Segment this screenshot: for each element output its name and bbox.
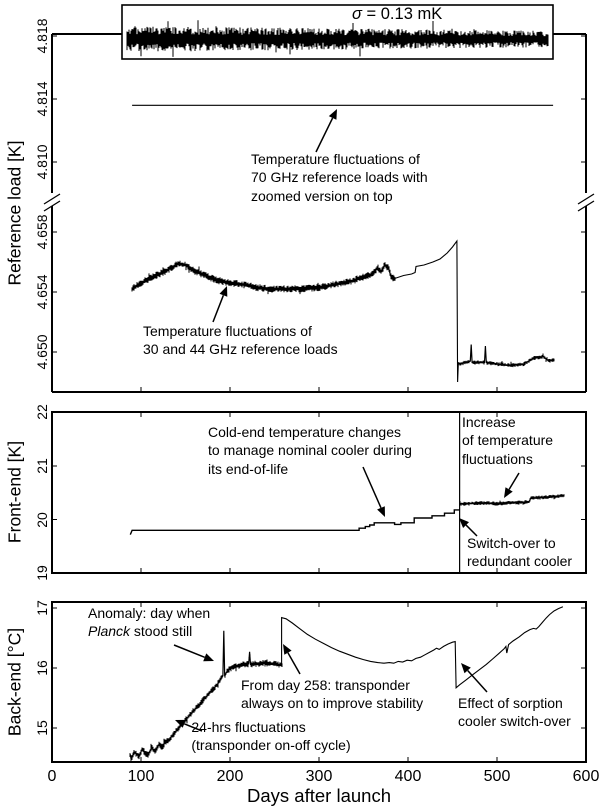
- y-tick-label: 4.650: [34, 334, 50, 370]
- y-tick-label: 4.818: [34, 18, 50, 54]
- x-tick-label: 300: [305, 768, 333, 785]
- y-tick-label: 4.814: [34, 81, 50, 117]
- annotation-fluct-increase-note: Increase of temperature fluctuations: [462, 414, 554, 467]
- sigma-label: σ = 0.13 mK: [352, 5, 443, 23]
- annotation-cold-end-note: Cold-end temperature changes to manage nominal cooler during its end-of-life: [208, 424, 412, 477]
- y-tick-label: 21: [34, 458, 50, 474]
- x-tick-label: 200: [216, 768, 244, 785]
- y-axis-label-reference-load: Reference load [K]: [4, 140, 25, 286]
- x-tick-label: 500: [483, 768, 511, 785]
- x-tick-label: 0: [47, 768, 57, 785]
- y-tick-label: 16: [34, 660, 50, 676]
- annotation-switch-over-note: Switch-over to redundant cooler: [467, 535, 573, 570]
- y-tick-label: 4.658: [34, 214, 50, 250]
- annotation-24hrs-fluctuations-note: 24-hrs fluctuations (transponder on-off cycle): [191, 719, 351, 754]
- y-axis-label-back-end: Back-end [°C]: [4, 627, 25, 737]
- annotation-anomaly-note: Anomaly: day when Planck stood still: [88, 605, 211, 640]
- x-tick-label: 100: [127, 768, 155, 785]
- annotation-ref-30-44ghz-note: Temperature fluctuations of 30 and 44 GHz reference loads: [143, 323, 338, 358]
- x-tick-label: 600: [572, 768, 600, 785]
- x-tick-label: 400: [394, 768, 422, 785]
- x-axis-label: Days after launch: [247, 785, 391, 806]
- y-tick-label: 4.654: [34, 274, 50, 310]
- y-tick-label: 19: [34, 565, 50, 582]
- y-tick-label: 15: [34, 720, 50, 736]
- y-tick-label: 22: [34, 404, 50, 420]
- annotation-day-258-note: From day 258: transponder always on to improve stability: [241, 677, 424, 712]
- y-tick-label: 20: [34, 511, 50, 528]
- y-axis-label-front-end: Front-end [K]: [4, 440, 25, 544]
- annotation-ref-70ghz-note: Temperature fluctuations of 70 GHz reference loads with zoomed version on top: [251, 151, 428, 204]
- y-tick-label: 17: [34, 600, 50, 616]
- y-tick-label: 4.810: [34, 144, 50, 180]
- annotation-sorption-note: Effect of sorption cooler switch-over: [458, 695, 571, 730]
